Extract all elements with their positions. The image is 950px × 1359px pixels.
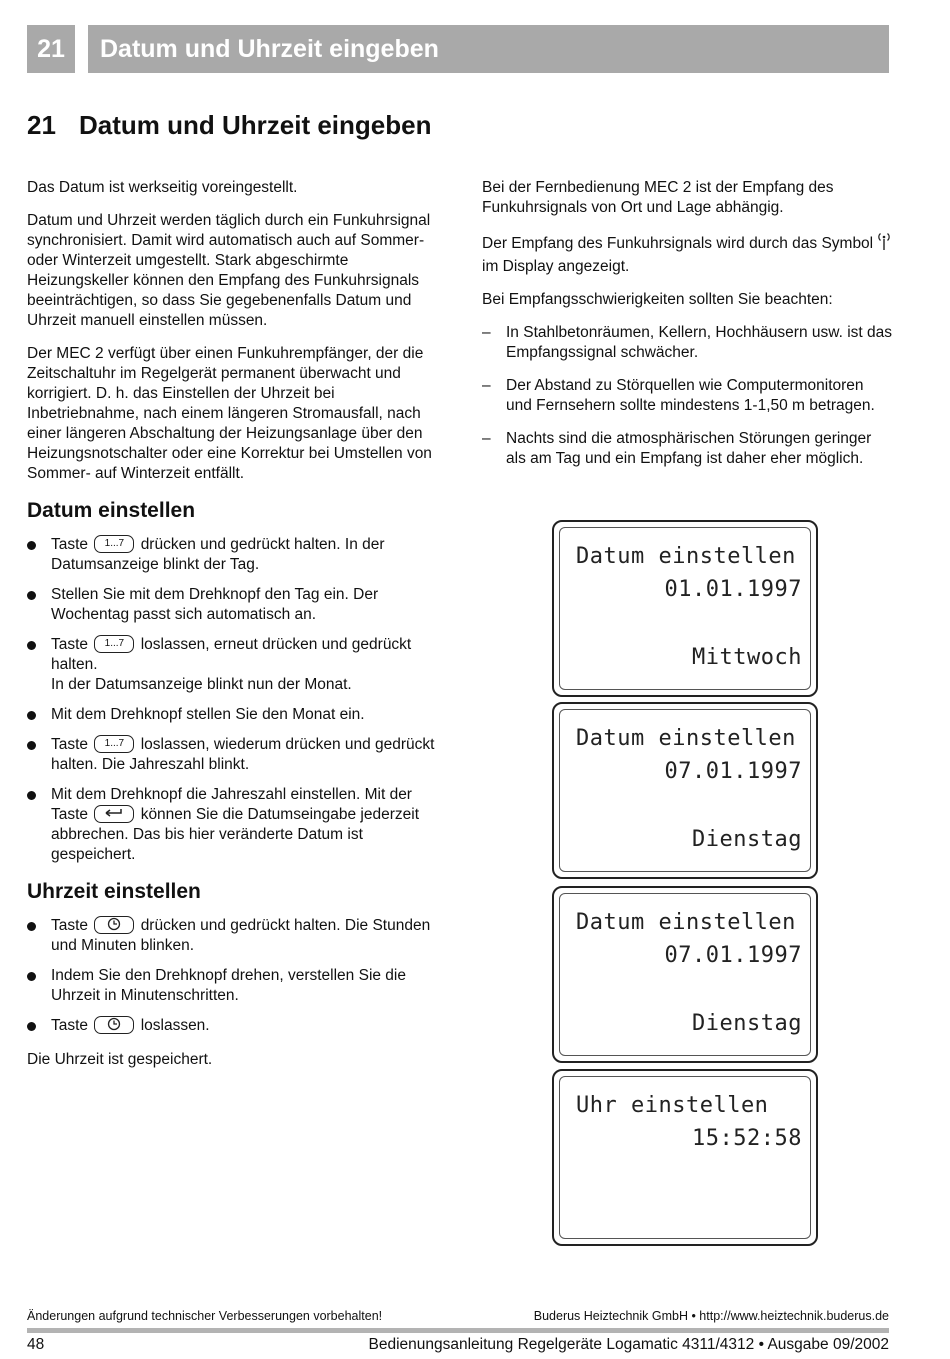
- reception-paragraph: Bei der Fernbedienung MEC 2 ist der Empfang des Funkuhrsignals von Ort und Lage abhängig.: [482, 179, 834, 216]
- list-item: [27, 705, 437, 725]
- sync-paragraph: Datum und Uhrzeit werden täglich durch ein Funkuhrsignal synchronisiert. Damit wird automatisch auch auf Sommer- oder Winterzeit umgestellt. Stark abgeschirmte Heizungskeller können den Empfang des Funkuhrsignals beeinträchtigen, so dass Sie gegebenenfalls Datum und Uhrzeit manuell einstellen müssen.: [27, 212, 431, 329]
- list-item: – In Stahlbetonräumen, Kellern, Hochhäusern usw. ist das Empfangssignal schwächer.: [482, 323, 892, 363]
- right-column: [482, 178, 892, 482]
- lcd-line-1: Datum einstellen: [576, 910, 796, 935]
- time-section-heading: Uhrzeit einstellen: [27, 880, 201, 903]
- step-text: loslassen, wiederum drücken und gedrückt halten. Die Jahreszahl blinkt.: [51, 736, 435, 773]
- footer-note: Änderungen aufgrund technischer Verbesserungen vorbehalten!: [27, 1309, 383, 1323]
- step-text: loslassen, erneut drücken und gedrückt halten.: [51, 636, 412, 673]
- page-number: 48: [27, 1336, 45, 1353]
- list-item: [27, 966, 437, 1006]
- symbol-text: Der Empfang des Funkuhrsignals wird durch das Symbol: [482, 235, 874, 252]
- lcd-line-3: Dienstag: [692, 1011, 802, 1036]
- footer-company: Buderus Heiztechnik GmbH • http://www.heiztechnik.buderus.de: [533, 1309, 889, 1323]
- lcd-line-2: 01.01.1997: [664, 577, 802, 602]
- left-column: [27, 178, 437, 1083]
- day-key-icon: 1...7: [94, 735, 134, 753]
- date-steps-list: [27, 535, 437, 865]
- step-text: Indem Sie den Drehknopf drehen, verstellen Sie die Uhrzeit in Minutenschritten.: [51, 967, 406, 1004]
- lcd-line-2: 15:52:58: [692, 1126, 802, 1151]
- date-section-heading: Datum einstellen: [27, 499, 196, 522]
- chapter-number-badge: 21: [27, 25, 75, 73]
- list-item: [27, 916, 437, 956]
- symbol-text: im Display angezeigt.: [482, 258, 630, 275]
- lcd-line-1: Datum einstellen: [576, 726, 796, 751]
- lcd-display: [552, 886, 818, 1063]
- intro-paragraph: Das Datum ist werkseitig voreingestellt.: [27, 179, 298, 196]
- lcd-display: [552, 520, 818, 697]
- step-text: Taste: [51, 917, 89, 934]
- tips-list: [482, 323, 892, 469]
- mec2-paragraph: Der MEC 2 verfügt über einen Funkuhrempfänger, der die Zeitschaltuhr im Regelgerät permanent überwacht und korrigiert. D. h. das Einstellen der Uhrzeit bei Inbetriebnahme, nach einem längeren Stromausfall, nach einer längeren Abschaltung der Heizungsanlage über den Heizungsnotschalter oder eine Korrektur bei Umstellen von Sommer- auf Winterzeit entfällt.: [27, 345, 432, 482]
- step-text: Taste: [51, 536, 89, 553]
- list-item: – Der Abstand zu Störquellen wie Computermonitoren und Fernsehern sollte mindestens 1-1,50 m betragen.: [482, 376, 892, 416]
- step-text: können Sie die Datumseingabe jederzeit abbrechen. Das bis hier veränderte Datum ist gespeichert.: [51, 806, 420, 863]
- lcd-line-1: Datum einstellen: [576, 544, 796, 569]
- lcd-line-1: Uhr einstellen: [576, 1093, 769, 1118]
- symbol-paragraph: [482, 231, 892, 277]
- step-text: Taste: [51, 736, 89, 753]
- clock-key-icon: [94, 916, 134, 934]
- step-text: drücken und gedrückt halten. In der Datumsanzeige blinkt der Tag.: [51, 536, 385, 573]
- footer-manual-title: Bedienungsanleitung Regelgeräte Logamatic 4311/4312 • Ausgabe 09/2002: [368, 1336, 889, 1353]
- lcd-display: [552, 702, 818, 879]
- step-text: Taste: [51, 1017, 89, 1034]
- list-item: [27, 735, 437, 775]
- list-item: – Nachts sind die atmosphärischen Störungen geringer als am Tag und ein Empfang ist daher eher möglich.: [482, 429, 892, 469]
- step-text: Taste: [51, 636, 89, 653]
- lcd-line-2: 07.01.1997: [664, 943, 802, 968]
- list-item: [27, 635, 437, 695]
- lcd-line-2: 07.01.1997: [664, 759, 802, 784]
- antenna-icon: [878, 231, 890, 257]
- day-key-icon: 1...7: [94, 635, 134, 653]
- step-text: loslassen.: [140, 1017, 210, 1034]
- step-text: Mit dem Drehknopf die Jahreszahl einstellen. Mit der Taste: [51, 786, 412, 823]
- lcd-line-3: Mittwoch: [692, 645, 802, 670]
- page-title-number: 21: [27, 110, 56, 140]
- step-text: In der Datumsanzeige blinkt nun der Monat.: [51, 676, 352, 693]
- difficulties-paragraph: Bei Empfangsschwierigkeiten sollten Sie beachten:: [482, 291, 833, 308]
- step-text: Mit dem Drehknopf stellen Sie den Monat ein.: [51, 706, 365, 723]
- step-text: Stellen Sie mit dem Drehknopf den Tag ein. Der Wochentag passt sich automatisch an.: [51, 586, 379, 623]
- list-item: [27, 1016, 437, 1036]
- lcd-display: [552, 1069, 818, 1246]
- lcd-line-3: Dienstag: [692, 827, 802, 852]
- page-title-text: Datum und Uhrzeit eingeben: [79, 110, 432, 140]
- back-key-icon: [94, 805, 134, 823]
- list-item: [27, 535, 437, 575]
- page-title: [27, 110, 431, 141]
- chapter-title-banner: Datum und Uhrzeit eingeben: [88, 25, 889, 73]
- list-item: [27, 585, 437, 625]
- clock-key-icon: [94, 1016, 134, 1034]
- closing-paragraph: Die Uhrzeit ist gespeichert.: [27, 1051, 213, 1068]
- step-text: drücken und gedrückt halten. Die Stunden und Minuten blinken.: [51, 917, 431, 954]
- time-steps-list: [27, 916, 437, 1036]
- day-key-icon: 1...7: [94, 535, 134, 553]
- list-item: [27, 785, 437, 865]
- footer-divider: [27, 1328, 889, 1333]
